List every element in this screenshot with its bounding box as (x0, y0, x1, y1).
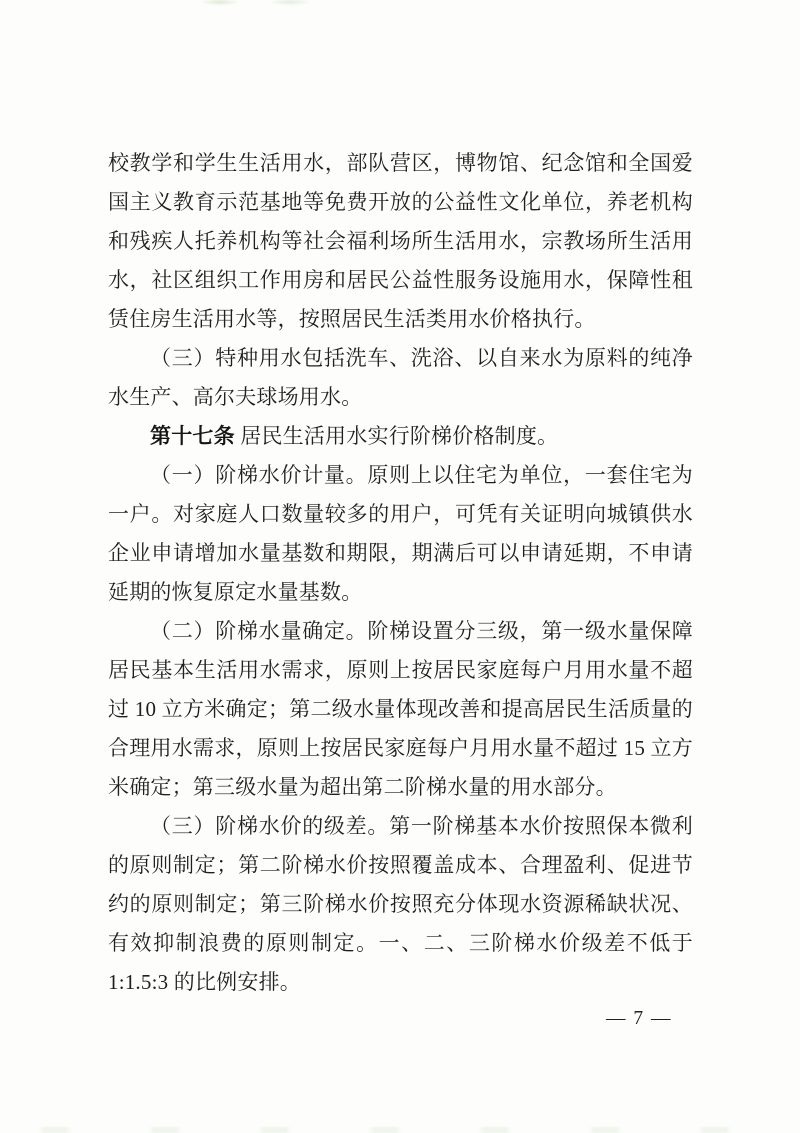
document-body (108, 144, 693, 1002)
paragraph-item2-tier-volume: （二）阶梯水量确定。阶梯设置分三级，第一级水量保障居民基本生活用水需求，原则上按居民家庭每户月用水量不超过 10 立方米确定；第二级水量体现改善和提高居民生活质量的合理用水需求，原则上按居民家庭每户月用水量不超过 15 立方米确定；第三级水量为超出第二阶梯水量的用水部分。 (108, 619, 693, 799)
page-number: — 7 — (606, 1008, 672, 1029)
scan-artifact-top (195, 0, 325, 8)
article-17-number: 第十七条 (150, 424, 235, 448)
paragraph-item3-tier-price-gap: （三）阶梯水价的级差。第一阶梯基本水价按照保本微利的原则制定；第二阶梯水价按照覆盖成本、合理盈利、促进节约的原则制定；第三阶梯水价按照充分体现水资源稀缺状况、有效抑制浪费的原则制定。一、二、三阶梯水价级差不低于 1:1.5:3 的比例安排。 (108, 814, 693, 994)
scan-artifact-bottom (0, 1127, 800, 1133)
paragraph-item3-special-water: （三）特种用水包括洗车、洗浴、以自来水为原料的纯净水生产、高尔夫球场用水。 (108, 346, 693, 409)
paragraph-article-17 (108, 417, 693, 456)
paragraph-residential-water-continuation: 校教学和学生生活用水，部队营区，博物馆、纪念馆和全国爱国主义教育示范基地等免费开放的公益性文化单位，养老机构和残疾人托养机构等社会福利场所生活用水，宗教场所生活用水，社区组织工作用房和居民公益性服务设施用水，保障性租赁住房生活用水等，按照居民生活类用水价格执行。 (108, 151, 693, 331)
article-17-text: 居民生活用水实行阶梯价格制度。 (234, 424, 559, 448)
paragraph-item1-tier-metering: （一）阶梯水价计量。原则上以住宅为单位，一套住宅为一户。对家庭人口数量较多的用户，可凭有关证明向城镇供水企业申请增加水量基数和期限，期满后可以申请延期，不申请延期的恢复原定水量基数。 (108, 463, 693, 604)
